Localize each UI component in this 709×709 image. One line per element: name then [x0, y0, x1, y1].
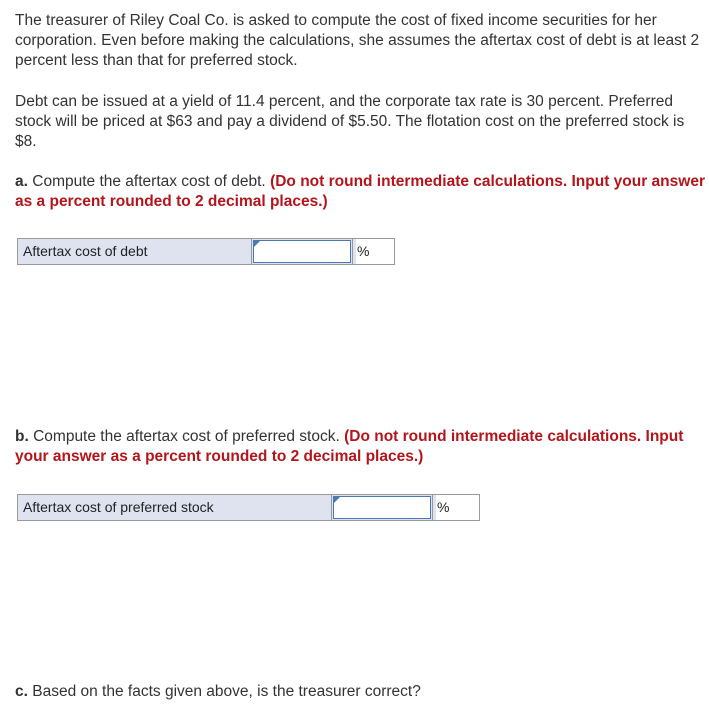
question-b-prompt — [15, 427, 705, 467]
aftertax-cost-of-debt-input[interactable] — [253, 240, 351, 263]
intro-paragraph-1: The treasurer of Riley Coal Co. is asked to compute the cost of fixed income securities for her corporation. Even before making the calculations, she assumes the aftertax cost of debt is at least 2 percent less than that for preferred stock. — [15, 12, 700, 69]
question-a-prompt — [15, 172, 705, 212]
question-a-instruction: (Do not round intermediate calculations. Input your answer as a percent rounded to 2 decimal places.) — [15, 173, 705, 210]
answer-input-wrap-preferred — [332, 494, 433, 521]
intro-paragraph-2: Debt can be issued at a yield of 11.4 percent, and the corporate tax rate is 30 percent. Preferred stock will be priced at $63 and pay a dividend of $5.50. The flotation cost on the preferred stock is $8. — [15, 93, 685, 150]
question-a-text: Compute the aftertax cost of debt. — [32, 173, 266, 190]
question-c-text: Based on the facts given above, is the treasurer correct? — [32, 683, 421, 700]
percent-sign: % — [357, 243, 370, 259]
answer-row-debt — [17, 238, 395, 265]
input-marker-icon — [254, 241, 260, 247]
question-c-prompt — [15, 682, 705, 702]
aftertax-cost-of-preferred-stock-input[interactable] — [333, 496, 431, 519]
answer-label-debt: Aftertax cost of debt — [17, 238, 252, 265]
question-b-label: b. — [15, 428, 29, 445]
question-c-label: c. — [15, 683, 28, 700]
answer-input-wrap-debt — [252, 238, 353, 265]
question-a-label: a. — [15, 173, 28, 190]
question-b-instruction: (Do not round intermediate calculations. Input your answer as a percent rounded to 2 decimal places.) — [15, 428, 684, 465]
question-b-text: Compute the aftertax cost of preferred stock. — [33, 428, 340, 445]
percent-sign: % — [437, 499, 450, 515]
input-marker-icon — [334, 497, 340, 503]
percent-unit-debt — [353, 238, 395, 265]
percent-unit-preferred — [433, 494, 480, 521]
answer-label-preferred: Aftertax cost of preferred stock — [17, 494, 332, 521]
answer-row-preferred — [17, 494, 480, 521]
